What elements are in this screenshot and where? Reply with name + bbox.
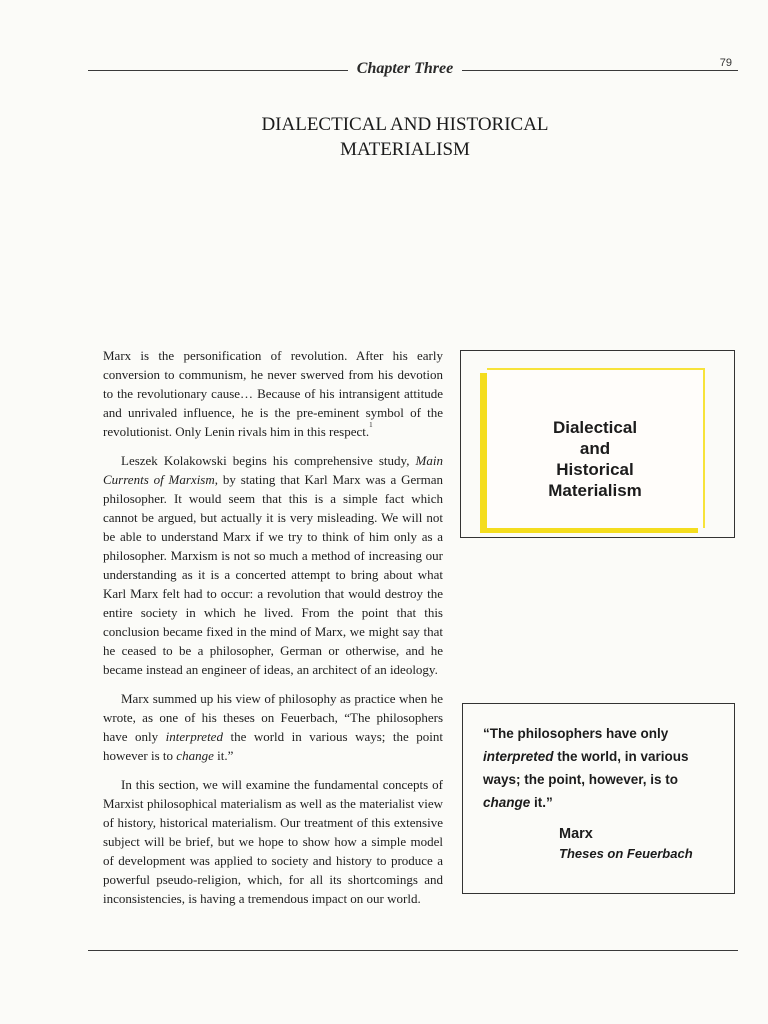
sidebar-title	[487, 417, 703, 501]
sidebar-title-line-4: Materialism	[548, 481, 642, 500]
body-paragraph-3: In this section, we will examine the fundamental concepts of Marxist philosophical materialism as well as the materialist view of history, historical materialism. Our treatment of this extensive subject will be brief, but we hope to show how a simple model of development was applied to society and history to produce a powerful pseudo-religion, which, for all its shortcomings and inconsistencies, is having a tremendous impact on our world.	[103, 777, 443, 906]
book-title: Main Currents of Marxism	[103, 453, 443, 487]
sidebar-title-line-1: Dialectical	[552, 418, 638, 437]
chapter-title: Chapter Three	[356, 60, 454, 77]
paragraph-2-text-c: the world in various ways; the point however is to	[103, 729, 444, 763]
header-rule-right	[462, 70, 738, 71]
sidebar-title-box	[460, 350, 735, 538]
page-heading-line-1: DIALECTICAL AND HISTORICAL	[261, 114, 549, 135]
pull-quote-text-e: it.”	[530, 795, 553, 810]
footer-rule	[88, 950, 738, 951]
pull-quote-emphasis-change: change	[483, 795, 531, 810]
emphasis-interpreted: interpreted	[165, 729, 223, 744]
pull-quote-text-c: the world, in various ways; the point, however, is to	[483, 749, 689, 787]
footnote-marker: 1	[369, 421, 373, 429]
page-number: 79	[719, 57, 732, 69]
paragraph-1-text-a: Leszek Kolakowski begins his comprehensive study,	[121, 453, 416, 468]
page-heading-line-2: MATERIALISM	[340, 139, 470, 160]
pull-quote-emphasis-interpreted: interpreted	[483, 749, 554, 764]
paragraph-2-text-a: Marx summed up his view of philosophy as practice when he wrote, as one of his theses on Feuerbach, “The philosophers have only	[103, 691, 443, 744]
sidebar-quote-box	[462, 703, 735, 894]
highlight-panel	[487, 368, 705, 528]
pull-quote	[483, 722, 720, 814]
epigraph-quote	[103, 346, 443, 441]
paragraph-2-text-e: it.”	[213, 748, 234, 763]
quote-source: Theses on Feuerbach	[559, 846, 693, 861]
main-text-column	[103, 346, 443, 918]
emphasis-change: change	[176, 748, 214, 763]
paragraph-1-text-c: , by stating that Karl Marx was a German philosopher. It would seem that this is a simple fact which cannot be argued, but actually it is very misleading. We will not be able to understand Marx if we try to think of him only as a philosopher. Marxism is not so much a method of increasing our understanding as it is a concerted attempt to bring about what Karl Marx felt had to occur: a revolution that would destroy the entire society in which he lived. From the point that this conclusion became fixed in the mind of Marx, we might say that he ceased to be a philosopher, German or otherwise, and he became instead an engineer of ideas, an architect of an ideology.	[103, 472, 444, 677]
pull-quote-text-a: “The philosophers have only	[483, 726, 669, 741]
header-rule-left	[88, 70, 348, 71]
epigraph-text: Marx is the personification of revolution. After his early conversion to communism, he never swerved from his devotion to the revolutionary cause… Because of his intransigent attitude and unrivaled influence, he is the pre-eminent symbol of the revolutionist. Only Lenin rivals him in this respect.	[103, 348, 443, 439]
sidebar-title-line-2: and	[579, 439, 611, 458]
quote-author: Marx	[559, 826, 593, 842]
body-paragraph-2	[103, 689, 443, 765]
page-heading	[160, 112, 650, 162]
body-paragraph-1	[103, 451, 443, 679]
sidebar-title-line-3: Historical	[556, 460, 634, 479]
